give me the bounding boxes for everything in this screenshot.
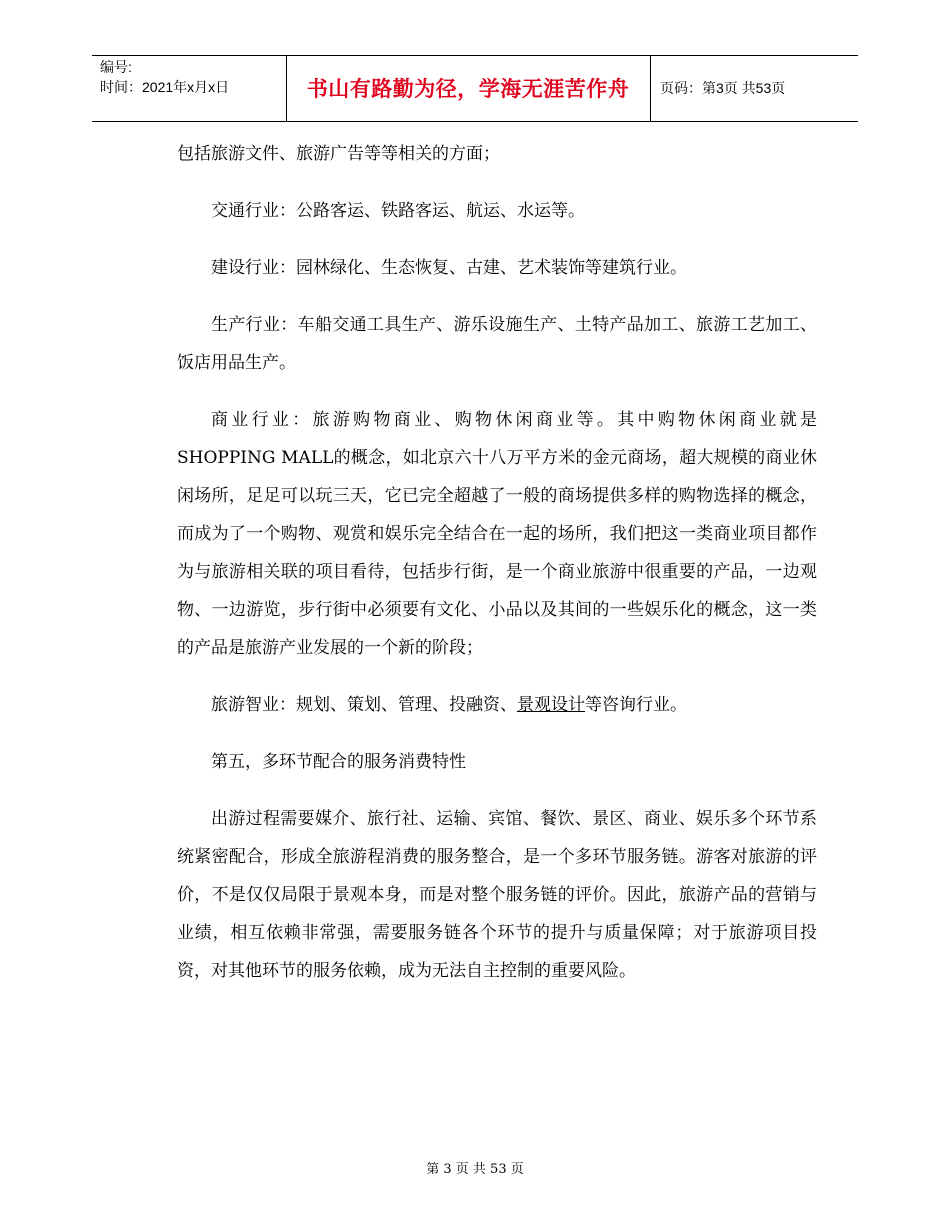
consulting-prefix: 旅游智业：规划、策划、管理、投融资、 bbox=[211, 695, 517, 715]
paragraph-production: 生产行业：车船交通工具生产、游乐设施生产、土特产品加工、旅游工艺加工、饭店用品生产。 bbox=[177, 315, 817, 373]
document-time-label: 时间：2021年x月x日 bbox=[100, 79, 230, 95]
paragraph-transport: 交通行业：公路客运、铁路客运、航运、水运等。 bbox=[211, 201, 585, 221]
consulting-suffix: 等咨询行业。 bbox=[585, 695, 687, 715]
header-divider-right bbox=[650, 55, 651, 121]
header-bottom-rule bbox=[92, 121, 858, 122]
paragraph-construction: 建设行业：园林绿化、生态恢复、古建、艺术装饰等建筑行业。 bbox=[211, 258, 687, 278]
paragraph-commerce: 商业行业：旅游购物商业、购物休闲商业等。其中购物休闲商业就是SHOPPING MALL的概念，如北京六十八万平方米的金元商场，超大规模的商业休闲场所，足足可以玩三天，它已完全超越了一般的商场提供多样的购物选择的概念，而成为了一个购物、观赏和娱乐完全结合在一起的场所，我们把这一类商业项目都作为与旅游相关联的项目看待，包括步行街，是一个商业旅游中很重要的产品，一边观物、一边游览，步行街中必须要有文化、小品以及其间的一些娱乐化的概念，这一类的产品是旅游产业发展的一个新的阶段； bbox=[177, 410, 817, 658]
landscape-design-link[interactable]: 景观设计 bbox=[517, 695, 585, 715]
header-meta bbox=[100, 57, 229, 97]
document-body bbox=[177, 135, 817, 990]
paragraph-continuation: 包括旅游文件、旅游广告等等相关的方面； bbox=[177, 144, 500, 164]
header-motto: 书山有路勤为径，学海无涯苦作舟 bbox=[306, 77, 630, 101]
paragraph-consulting bbox=[177, 686, 817, 724]
document-number-label: 编号: bbox=[100, 59, 132, 75]
section-heading: 第五，多环节配合的服务消费特性 bbox=[211, 752, 466, 772]
page-footer: 第 3 页 共 53 页 bbox=[426, 1162, 524, 1177]
paragraph-service-chain: 出游过程需要媒介、旅行社、运输、宾馆、餐饮、景区、商业、娱乐多个环节系统紧密配合，形成全旅游程消费的服务整合，是一个多环节服务链。游客对旅游的评价，不是仅仅局限于景观本身，而是对整个服务链的评价。因此，旅游产品的营销与业绩，相互依赖非常强，需要服务链各个环节的提升与质量保障；对于旅游项目投资，对其他环节的服务依赖，成为无法自主控制的重要风险。 bbox=[177, 809, 817, 981]
header-page-info: 页码：第3页 共53页 bbox=[660, 80, 786, 96]
